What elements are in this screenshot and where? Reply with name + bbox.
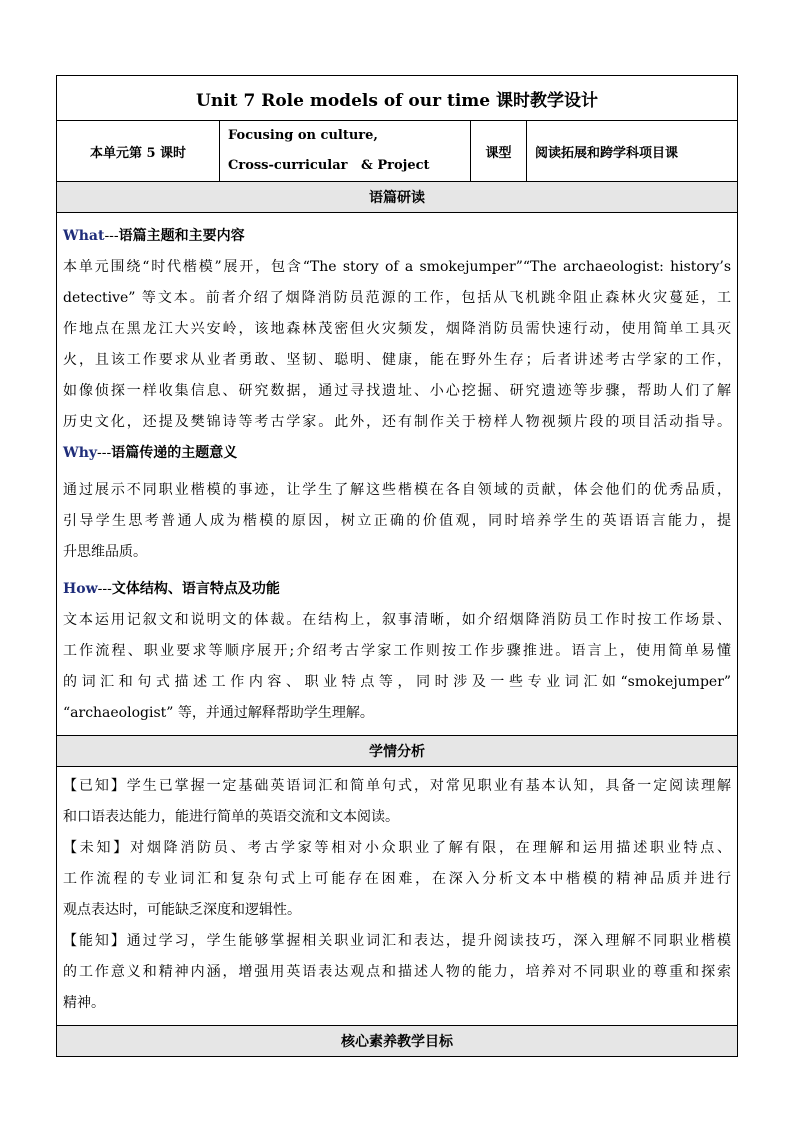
goals-section-title: 核心素养教学目标	[57, 1026, 738, 1057]
analysis-content	[57, 767, 738, 1026]
why-line: 升思维品质。	[63, 544, 147, 560]
lesson-type-value: 阅读拓展和跨学科项目课	[527, 121, 738, 182]
why-heading-text: 语篇传递的主题意义	[111, 445, 238, 461]
why-line: 通过展示不同职业楷模的事迹，让学生了解这些楷模在各自领域的贡献，体会他们的优秀品质，	[63, 482, 732, 498]
analysis-section-title: 学情分析	[57, 736, 738, 767]
document-title: Unit 7 Role models of our time 课时教学设计	[57, 76, 738, 121]
what-heading	[63, 221, 731, 252]
how-heading	[63, 574, 731, 605]
how-heading-text: 文体结构、语言特点及功能	[111, 581, 280, 597]
reading-content	[57, 213, 738, 736]
lesson-plan-table	[56, 75, 738, 1057]
analysis-line: 【未知】对烟降消防员、考古学家等相对小众职业了解有限，在理解和运用描述职业特点、	[63, 840, 732, 856]
what-line: 如像侦探一样收集信息、研究数据，通过寻找遗址、小心挖掘、研究遗迹等步骤，帮助人们了解	[63, 383, 732, 399]
reading-section-title: 语篇研读	[57, 182, 738, 213]
analysis-line: 观点表达时，可能缺乏深度和逻辑性。	[63, 902, 301, 918]
what-line: 火，且该工作要求从业者勇敢、坚韧、聪明、健康，能在野外生存；后者讲述考古学家的工作，	[63, 352, 732, 368]
reading-content-row	[57, 213, 738, 736]
what-line: detective” 等文本。前者介绍了烟降消防员范源的工作，包括从飞机跳伞阻止森林火灾蔓延，工	[63, 290, 732, 306]
what-heading-text: 语篇主题和主要内容	[118, 228, 245, 244]
analysis-line: 和口语表达能力，能进行简单的英语交流和文本阅读。	[63, 809, 399, 825]
info-row	[57, 121, 738, 182]
what-separator: ---	[104, 228, 119, 244]
analysis-content-row	[57, 767, 738, 1026]
lesson-number: 本单元第 5 课时	[57, 121, 220, 182]
why-line: 引导学生思考普通人成为楷模的原因，树立正确的价值观，同时培养学生的英语语言能力，提	[63, 513, 732, 529]
why-separator: ---	[97, 445, 112, 461]
how-line: 文本运用记叙文和说明文的体裁。在结构上，叙事清晰，如介绍烟降消防员工作时按工作场景、	[63, 612, 732, 628]
how-line: “archaeologist” 等，并通过解释帮助学生理解。	[63, 705, 374, 721]
how-separator: ---	[97, 581, 112, 597]
lesson-topic-line-2: Cross-curricular & Project	[228, 158, 430, 173]
how-key: How	[63, 581, 98, 597]
title-row	[57, 76, 738, 121]
analysis-line: 【能知】通过学习，学生能够掌握相关职业词汇和表达，提升阅读技巧，深入理解不同职业楷模	[63, 933, 732, 949]
what-line: 历史文化，还提及樊锦诗等考古学家。此外，还有制作关于榜样人物视频片段的项目活动指导。	[63, 414, 732, 430]
goals-section-header-row	[57, 1026, 738, 1057]
analysis-line: 工作流程的专业词汇和复杂句式上可能存在困难，在深入分析文本中楷模的精神品质并进行	[63, 871, 732, 887]
analysis-line: 的工作意义和精神内涵，增强用英语表达观点和描述人物的能力，培养对不同职业的尊重和探索	[63, 964, 732, 980]
why-heading	[63, 438, 731, 469]
lesson-type-label: 课型	[471, 121, 527, 182]
analysis-section-header-row	[57, 736, 738, 767]
why-key: Why	[63, 445, 98, 461]
what-line: 本单元围绕“时代楷模”展开，包含“The story of a smokejumper”“The archaeologist: history’s	[63, 259, 732, 275]
how-line: 的词汇和句式描述工作内容、职业特点等，同时涉及一些专业词汇如“smokejumper”	[63, 674, 732, 690]
analysis-line: 精神。	[63, 995, 105, 1011]
lesson-topic-line-1: Focusing on culture,	[228, 128, 378, 143]
analysis-line: 【已知】学生已掌握一定基础英语词汇和简单句式，对常见职业有基本认知，具备一定阅读理解	[63, 778, 732, 794]
what-key: What	[63, 228, 105, 244]
how-line: 工作流程、职业要求等顺序展开;介绍考古学家工作则按工作步骤推进。语言上，使用简单易懂	[63, 643, 732, 659]
what-line: 作地点在黑龙江大兴安岭，该地森林茂密但火灾频发，烟降消防员需快速行动，使用简单工具灭	[63, 321, 732, 337]
reading-section-header-row	[57, 182, 738, 213]
lesson-topic	[220, 121, 471, 182]
